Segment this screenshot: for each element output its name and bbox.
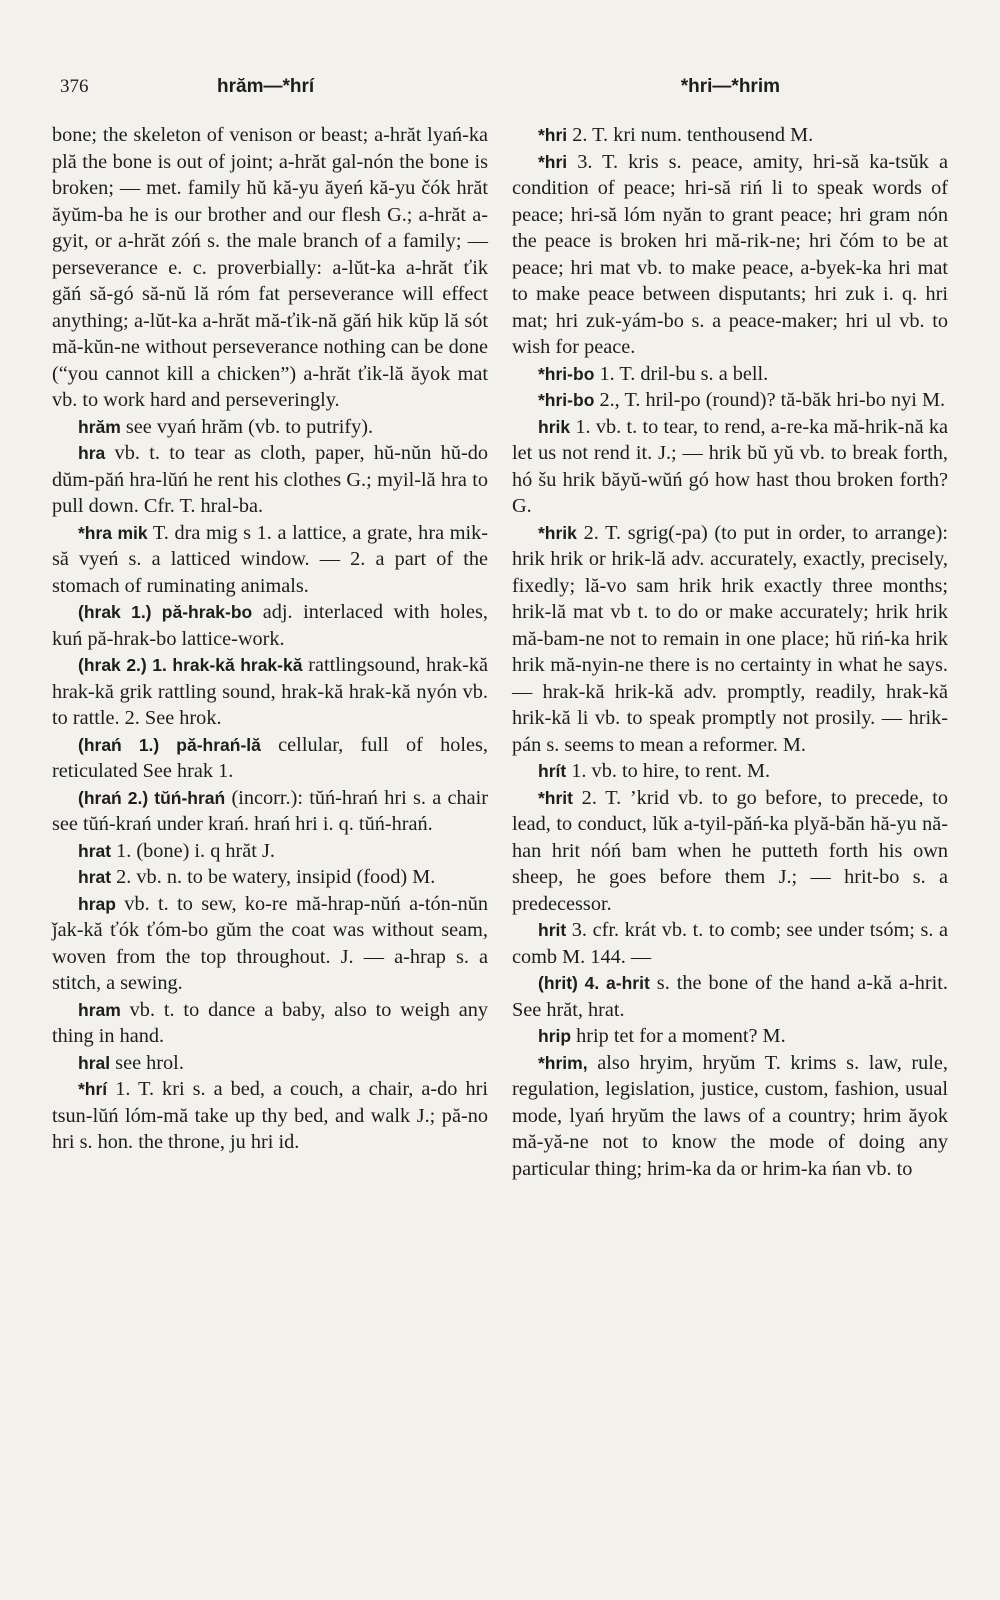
dictionary-entry: [52, 732, 488, 785]
dictionary-entry: [52, 891, 488, 997]
dictionary-entry: [52, 785, 488, 838]
entry-text: also hryim, hryŭm T. krims s. law, rule, regulation, legislation, justice, custom, fashion, usual mode, lyań hryŭm the laws of a country; hrim ăyok mă-yă-ne not to know the mode of doing any particular thing; hrim-ka da or hrim-ka ńan vb. to: [512, 1051, 948, 1180]
left-column: [52, 122, 488, 1156]
entry-text: 2. T. kri num. tenthousend M.: [567, 124, 814, 146]
headword: (hrit) 4. a-hrit: [538, 973, 650, 993]
entry-text: bone; the skeleton of venison or beast; a-hrăt lyań-ka plă the bone is out of joint; a-hrăt gal-nón the bone is broken; — met. family hŭ kă-yu ăyeń kă-yu čók hrăt ăyŭm-ba he is our brother and our flesh G.; a-hrăt a-gyit, or a-hrăt zóń s. the male branch of a family; — perseverance e. c. proverbially: a-lŭt-ka a-hrăt ťik găń să-gó să-nŭ lă róm fat perseverance will effect anything; a-lŭt-ka a-hrăt mă-ťik-nă găń hik kŭp lă sót mă-kŭn-ne without perseverance nothing can be done (“you cannot kill a chicken”) a-hrăt ťik-lă ăyok mat vb. to work hard and perseveringly.: [52, 124, 488, 411]
entry-text: 3. T. kris s. peace, amity, hri-să ka-tsŭk a condition of peace; hri-să riń li to speak words of peace; hri-să lóm nyăn to grant peace; hri gram nón the peace is broken hri mă-rik-ne; hri čóm to be at peace; hri mat vb. to make peace, a-byek-ka hri mat to make peace between disputants; hri zuk i. q. hri mat; hri zuk-yám-bo s. a peace-maker; hri ul vb. to wish for peace.: [512, 150, 948, 358]
left-running-head: hrăm—*hrí: [217, 76, 315, 97]
headword: hrap: [78, 893, 116, 914]
right-column: [512, 122, 948, 1182]
headword: (hrań 2.) tŭń-hrań: [78, 787, 226, 808]
entry-text: 1. vb. t. to tear, to rend, a-re-ka mă-hrik-nă ka let us not rend it. J.; — hrik bŭ yŭ vb. to break forth, hó šu hrik băyŭ-wŭń gó how hast thou broken forth? G.: [512, 415, 948, 517]
page-number: 376: [60, 76, 89, 97]
dictionary-entry: [52, 440, 488, 520]
entry-text: see hrol.: [110, 1051, 184, 1074]
headword: (hrak 1.) pă-hrak-bo: [78, 602, 253, 622]
headword: *hri-bo: [538, 390, 595, 410]
dictionary-entry: [52, 1076, 488, 1156]
entry-text: 2. T. ’krid vb. to go before, to precede, to lead, to conduct, lŭk a-tyil-păń-ka plyă-băn hă-yu nă-han hrit nóń bam when he putteth forth his own sheep, he goes before them J.; — hrit-bo s. a predecessor.: [512, 786, 948, 915]
headword: *hri-bo: [538, 363, 595, 384]
dictionary-entry: [52, 864, 488, 891]
headword: *hra mik: [78, 522, 148, 543]
dictionary-entry: [512, 122, 948, 149]
headword: hra: [78, 443, 106, 463]
dictionary-entry: [52, 414, 488, 441]
right-running-head: *hri—*hrim: [680, 76, 780, 97]
headword: hrat: [78, 840, 112, 861]
entry-text: (incorr.): tŭń-hrań hri s. a chair see tŭń-krań under krań. hrań hri i. q. tŭń-hrań.: [52, 786, 488, 835]
entry-text: hrip tet for a moment? M.: [571, 1025, 786, 1047]
entry-text: T. dra mig s 1. a lattice, a grate, hra mik-să vyeń s. a latticed window. — 2. a part of the stomach of ruminating animals.: [52, 521, 489, 597]
dictionary-entry: [512, 387, 948, 414]
entry-text: rattlingsound, hrak-kă hrak-kă grik rattling sound, hrak-kă hrak-kă nyón vb. to rattle. 2. See hrok.: [52, 654, 488, 729]
dictionary-entry: [52, 838, 488, 865]
dictionary-entry: [512, 917, 948, 970]
dictionary-entry: [52, 652, 488, 732]
headword: *hri: [538, 125, 568, 145]
dictionary-entry: [52, 122, 488, 414]
headword: (hrań 1.) pă-hrań-lă: [78, 734, 261, 755]
entry-text: vb. t. to sew, ko-re mă-hrap-nŭń a-tón-nŭn ǰak-kă ťók ťóm-bo gŭm the coat was without seam, woven from the top throughout. J. — a-hrap s. a stitch, a sewing.: [52, 892, 488, 994]
dictionary-entry: [512, 785, 948, 918]
dictionary-entry: [512, 149, 948, 361]
entry-text: 1. T. kri s. a bed, a couch, a chair, a-do hri tsun-lŭń lóm-mă take up thy bed, and walk J.; pă-no hri s. hon. the throne, ju hri id.: [52, 1078, 488, 1153]
dictionary-entry: [52, 997, 488, 1050]
headword: *hrí: [78, 1079, 108, 1099]
entry-text: vb. t. to tear as cloth, paper, hŭ-nŭn hŭ-do dŭm-păń hra-lŭń he rent his clothes G.; myil-lă hra to pull down. Cfr. T. hral-ba.: [52, 442, 488, 517]
dictionary-entry: [512, 970, 948, 1023]
dictionary-entry: [512, 1023, 948, 1050]
dictionary-entry: [512, 520, 948, 759]
entry-text: 2., T. hril-po (round)? tă-băk hri-bo nyi M.: [594, 389, 946, 411]
entry-text: 2. vb. n. to be watery, insipid (food) M.: [111, 866, 436, 888]
dictionary-entry: [512, 361, 948, 388]
entry-text: 1. (bone) i. q hrăt J.: [111, 839, 275, 862]
dictionary-entry: [52, 1050, 488, 1077]
page-header: [0, 76, 1000, 104]
dictionary-entry: [512, 758, 948, 785]
headword: *hrit: [538, 787, 573, 808]
dictionary-entry: [512, 1050, 948, 1183]
headword: *hri: [538, 151, 568, 172]
entry-text: see vyań hrăm (vb. to putrify).: [120, 415, 374, 438]
entry-text: cellular, full of holes, reticulated See hrak 1.: [52, 733, 488, 782]
dictionary-entry: [512, 414, 948, 520]
entry-text: adj. interlaced with holes, kuń pă-hrak-bo lattice-work.: [52, 601, 488, 650]
headword: hral: [78, 1052, 111, 1073]
entry-text: 2. T. sgrig(-pa) (to put in order, to arrange): hrik hrik or hrik-lă adv. accurately, exactly, precisely, fixedly; lă-vo sam hrik hrik exactly three months; hrik-lă mat vb t. to do or make accurately; hrik hrik mă-bam-ne not to remain in one place; hŭ riń-ka hrik hrik mă-nyin-ne there is no certainty in what he says. — hrak-kă hrik-kă adv. promptly, readily, hrak-kă hrik-kă li vb. to speak promptly not prosily. — hrik-pán s. seems to mean a reformer. M.: [512, 521, 948, 756]
entry-text: 1. T. dril-bu s. a bell.: [594, 362, 769, 385]
headword: *hrik: [538, 522, 577, 543]
dictionary-entry: [52, 520, 488, 600]
entry-text: vb. t. to dance a baby, also to weigh any thing in hand.: [52, 998, 488, 1047]
headword: hrăm: [78, 416, 121, 437]
dictionary-entry: [52, 599, 488, 652]
headword: *hrim,: [538, 1052, 588, 1073]
headword: hrit: [538, 920, 567, 940]
entry-text: 3. cfr. krát vb. t. to comb; see under tsóm; s. a comb M. 144. —: [512, 919, 948, 968]
headword: hrip: [538, 1026, 572, 1046]
entry-text: 1. vb. to hire, to rent. M.: [566, 760, 771, 782]
headword: hrik: [538, 416, 571, 437]
headword: hram: [78, 999, 121, 1020]
headword: (hrak 2.) 1. hrak-kă hrak-kă: [78, 655, 303, 675]
entry-text: s. the bone of the hand a-kă a-hrit. See hrăt, hrat.: [512, 972, 948, 1021]
headword: hrat: [78, 867, 112, 887]
headword: hrít: [538, 761, 567, 781]
